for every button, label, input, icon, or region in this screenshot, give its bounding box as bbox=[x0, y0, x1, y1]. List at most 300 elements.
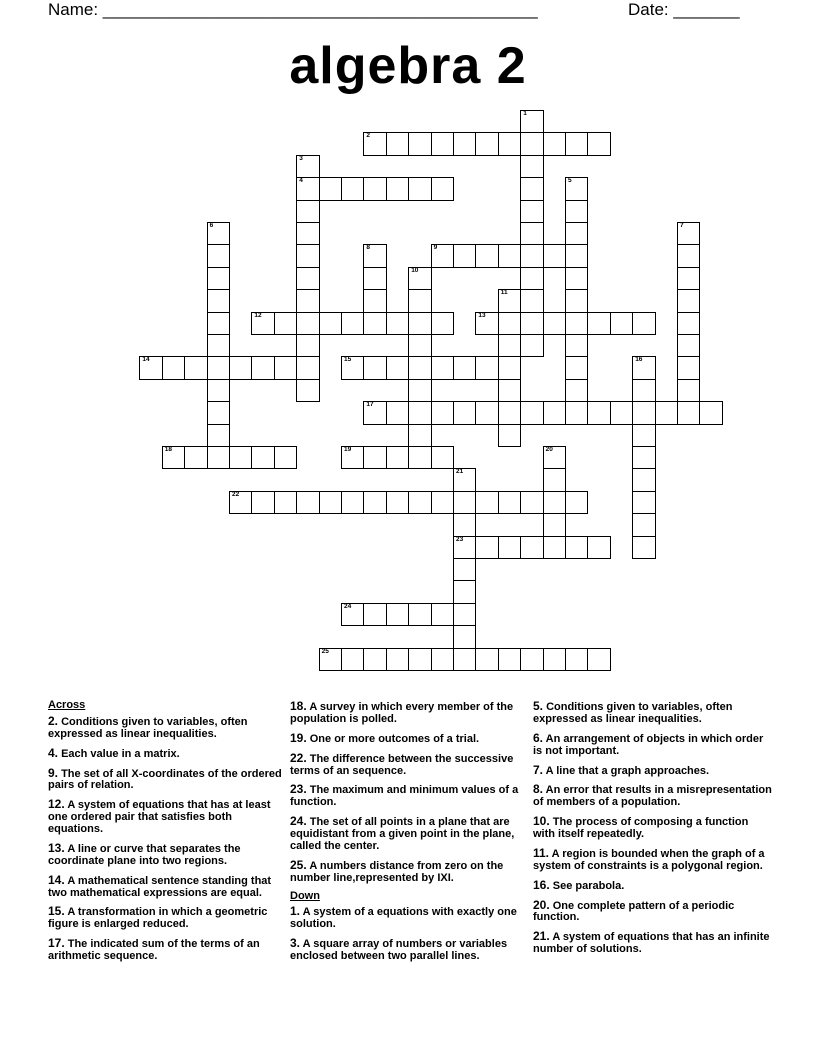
grid-cell[interactable] bbox=[431, 603, 454, 626]
clue-item bbox=[290, 700, 526, 726]
grid-cell[interactable] bbox=[296, 177, 319, 200]
grid-cell[interactable] bbox=[431, 244, 454, 267]
grid-cell[interactable] bbox=[363, 356, 386, 379]
clue-item bbox=[533, 847, 773, 873]
grid-cell[interactable] bbox=[251, 312, 274, 335]
grid-cell[interactable] bbox=[565, 244, 588, 267]
grid-cell[interactable] bbox=[498, 536, 521, 559]
clue-number: 5 bbox=[568, 177, 572, 185]
clue-number: 15 bbox=[344, 356, 352, 364]
clue-item bbox=[48, 905, 284, 931]
grid-cell[interactable] bbox=[520, 491, 543, 514]
grid-cell[interactable] bbox=[296, 334, 319, 357]
clue-item bbox=[48, 874, 284, 900]
grid-cell[interactable] bbox=[274, 491, 297, 514]
grid-cell[interactable] bbox=[207, 334, 230, 357]
grid-cell[interactable] bbox=[453, 580, 476, 603]
grid-cell[interactable] bbox=[408, 446, 431, 469]
grid-cell[interactable] bbox=[543, 513, 566, 536]
clue-item-number: 23. bbox=[290, 782, 307, 797]
clue-item-number: 24. bbox=[290, 814, 307, 829]
grid-cell[interactable] bbox=[453, 491, 476, 514]
grid-cell[interactable] bbox=[386, 603, 409, 626]
clue-item-number: 18. bbox=[290, 699, 307, 713]
clue-item-number: 2. bbox=[48, 713, 59, 728]
clue-item-number: 16. bbox=[533, 877, 550, 892]
grid-cell[interactable] bbox=[386, 356, 409, 379]
grid-cell[interactable] bbox=[386, 312, 409, 335]
grid-cell[interactable] bbox=[632, 356, 655, 379]
clue-number: 11 bbox=[500, 289, 508, 297]
clue-item bbox=[290, 815, 526, 853]
clue-item bbox=[533, 700, 773, 726]
page-title: algebra 2 bbox=[289, 37, 527, 95]
clues-column-3 bbox=[533, 700, 773, 962]
grid-cell[interactable] bbox=[520, 222, 543, 245]
grid-cell[interactable] bbox=[453, 356, 476, 379]
clue-item-text: Conditions given to variables, often expressed as linear inequalities. bbox=[48, 715, 248, 740]
grid-cell[interactable] bbox=[520, 110, 543, 133]
grid-cell[interactable] bbox=[587, 648, 610, 671]
clue-item-text: See parabola. bbox=[549, 879, 625, 892]
grid-cell[interactable] bbox=[453, 244, 476, 267]
grid-cell[interactable] bbox=[139, 356, 162, 379]
grid-cell[interactable] bbox=[408, 267, 431, 290]
grid-cell[interactable] bbox=[207, 446, 230, 469]
grid-cell[interactable] bbox=[520, 289, 543, 312]
grid-cell[interactable] bbox=[408, 401, 431, 424]
grid-cell[interactable] bbox=[207, 222, 230, 245]
grid-cell[interactable] bbox=[543, 244, 566, 267]
grid-cell[interactable] bbox=[184, 356, 207, 379]
clue-item-number: 21. bbox=[533, 929, 550, 944]
grid-cell[interactable] bbox=[565, 222, 588, 245]
clue-item bbox=[48, 937, 284, 963]
grid-cell[interactable] bbox=[475, 401, 498, 424]
clue-number: 7 bbox=[680, 222, 684, 229]
grid-cell[interactable] bbox=[251, 446, 274, 469]
grid-cell[interactable] bbox=[363, 446, 386, 469]
grid-cell[interactable] bbox=[475, 312, 498, 335]
grid-cell[interactable] bbox=[251, 491, 274, 514]
date-line: Date: _______ bbox=[628, 0, 740, 19]
clue-item-number: 14. bbox=[48, 872, 65, 887]
grid-cell[interactable] bbox=[520, 536, 543, 559]
clue-item-text: The process of composing a function with itself repeatedly. bbox=[533, 816, 749, 840]
grid-cell[interactable] bbox=[296, 155, 319, 178]
grid-cell[interactable] bbox=[565, 356, 588, 379]
grid-cell[interactable] bbox=[296, 491, 319, 514]
grid-cell[interactable] bbox=[677, 222, 700, 245]
grid-cell[interactable] bbox=[386, 132, 409, 155]
grid-cell[interactable] bbox=[274, 356, 297, 379]
grid-cell[interactable] bbox=[543, 648, 566, 671]
clue-item-number: 13. bbox=[48, 840, 65, 855]
clue-item-number: 6. bbox=[533, 730, 544, 745]
grid-cell[interactable] bbox=[565, 132, 588, 155]
grid-cell[interactable] bbox=[453, 558, 476, 581]
grid-cell[interactable] bbox=[363, 312, 386, 335]
grid-cell[interactable] bbox=[677, 312, 700, 335]
grid-cell[interactable] bbox=[565, 491, 588, 514]
grid-cell[interactable] bbox=[296, 267, 319, 290]
grid-cell[interactable] bbox=[341, 356, 364, 379]
grid-cell[interactable] bbox=[207, 289, 230, 312]
clue-number: 8 bbox=[366, 244, 371, 252]
grid-cell[interactable] bbox=[229, 491, 252, 514]
grid-cell[interactable] bbox=[453, 536, 476, 559]
grid-cell[interactable] bbox=[207, 267, 230, 290]
clue-item bbox=[48, 842, 284, 868]
clue-item-text: A line or curve that separates the coordinate plane into two regions. bbox=[48, 842, 241, 867]
grid-cell[interactable] bbox=[565, 648, 588, 671]
clue-number: 6 bbox=[209, 222, 214, 229]
grid-cell[interactable] bbox=[229, 446, 252, 469]
clue-item-text: A mathematical sentence standing that two mathematical expressions are equal. bbox=[48, 874, 272, 899]
down-heading: Down bbox=[290, 889, 320, 902]
grid-cell[interactable] bbox=[363, 132, 386, 155]
clue-item-text: A numbers distance from zero on the number line,represented by IXI. bbox=[290, 859, 504, 884]
clue-number: 22 bbox=[232, 490, 240, 498]
grid-cell[interactable] bbox=[632, 312, 655, 335]
clues-column-2 bbox=[290, 700, 526, 969]
grid-cell[interactable] bbox=[587, 401, 610, 424]
clue-item-text: A region is bounded when the graph of a system of constraints is a polygonal region. bbox=[533, 847, 765, 872]
grid-cell[interactable] bbox=[498, 312, 521, 335]
grid-cell[interactable] bbox=[296, 244, 319, 267]
grid-cell[interactable] bbox=[296, 379, 319, 402]
grid-cell[interactable] bbox=[408, 356, 431, 379]
clue-number: 25 bbox=[321, 647, 329, 655]
clue-number: 16 bbox=[635, 356, 643, 364]
grid-cell[interactable] bbox=[677, 401, 700, 424]
grid-cell[interactable] bbox=[543, 446, 566, 469]
grid-cell[interactable] bbox=[677, 379, 700, 402]
clue-item bbox=[533, 899, 773, 925]
grid-cell[interactable] bbox=[296, 312, 319, 335]
grid-cell[interactable] bbox=[229, 356, 252, 379]
clue-item bbox=[533, 783, 773, 809]
grid-cell[interactable] bbox=[184, 446, 207, 469]
grid-cell[interactable] bbox=[587, 312, 610, 335]
grid-cell[interactable] bbox=[677, 356, 700, 379]
clue-item-number: 15. bbox=[48, 904, 65, 919]
clue-item-text: The set of all X-coordinates of the ordered pairs of relation. bbox=[48, 767, 282, 792]
grid-cell[interactable] bbox=[610, 401, 633, 424]
grid-cell[interactable] bbox=[363, 648, 386, 671]
grid-cell[interactable] bbox=[677, 267, 700, 290]
grid-cell[interactable] bbox=[386, 648, 409, 671]
grid-cell[interactable] bbox=[453, 132, 476, 155]
grid-cell[interactable] bbox=[453, 513, 476, 536]
grid-cell[interactable] bbox=[341, 491, 364, 514]
clue-item-number: 17. bbox=[48, 936, 65, 951]
grid-cell[interactable] bbox=[431, 401, 454, 424]
clue-item bbox=[48, 798, 284, 836]
clue-item-number: 4. bbox=[48, 745, 59, 760]
clue-number: 14 bbox=[142, 356, 150, 364]
grid-cell[interactable] bbox=[565, 379, 588, 402]
grid-cell[interactable] bbox=[296, 356, 319, 379]
clue-number: 23 bbox=[456, 535, 464, 543]
grid-cell[interactable] bbox=[632, 424, 655, 447]
grid-cell[interactable] bbox=[475, 132, 498, 155]
grid-cell[interactable] bbox=[207, 379, 230, 402]
clue-number: 2 bbox=[366, 132, 371, 140]
clue-item-number: 5. bbox=[533, 699, 544, 713]
grid-cell[interactable] bbox=[162, 446, 185, 469]
clue-item-text: The set of all points in a plane that are equidistant from a given point in the plane, called the center. bbox=[290, 816, 515, 852]
grid-cell[interactable] bbox=[677, 244, 700, 267]
grid-cell[interactable] bbox=[543, 491, 566, 514]
grid-cell[interactable] bbox=[207, 401, 230, 424]
grid-cell[interactable] bbox=[677, 289, 700, 312]
clues-column-1 bbox=[48, 700, 284, 969]
grid-cell[interactable] bbox=[453, 648, 476, 671]
clue-number: 20 bbox=[545, 446, 553, 453]
clue-item-number: 10. bbox=[533, 814, 550, 829]
grid-cell[interactable] bbox=[296, 222, 319, 245]
grid-cell[interactable] bbox=[520, 177, 543, 200]
grid-cell[interactable] bbox=[475, 356, 498, 379]
grid-cell[interactable] bbox=[207, 312, 230, 335]
grid-cell[interactable] bbox=[475, 244, 498, 267]
grid-cell[interactable] bbox=[632, 446, 655, 469]
grid-cell[interactable] bbox=[386, 401, 409, 424]
grid-cell[interactable] bbox=[520, 200, 543, 223]
clue-item bbox=[48, 715, 284, 741]
clue-item bbox=[533, 879, 773, 893]
clue-item-text: An error that results in a misrepresentation of members of a population. bbox=[533, 784, 772, 809]
grid-cell[interactable] bbox=[543, 401, 566, 424]
grid-cell[interactable] bbox=[498, 132, 521, 155]
grid-cell[interactable] bbox=[632, 513, 655, 536]
grid-cell[interactable] bbox=[341, 603, 364, 626]
grid-cell[interactable] bbox=[565, 334, 588, 357]
clue-item bbox=[290, 937, 526, 963]
clue-number: 3 bbox=[299, 154, 303, 162]
grid-cell[interactable] bbox=[632, 379, 655, 402]
grid-cell[interactable] bbox=[319, 648, 342, 671]
grid-cell[interactable] bbox=[520, 334, 543, 357]
grid-cell[interactable] bbox=[677, 334, 700, 357]
clue-number: 13 bbox=[478, 311, 486, 319]
grid-cell[interactable] bbox=[319, 177, 342, 200]
grid-cell[interactable] bbox=[565, 536, 588, 559]
clue-item-text: The maximum and minimum values of a function. bbox=[290, 784, 519, 809]
clue-item-text: A survey in which every member of the population is polled. bbox=[290, 701, 514, 725]
clue-item-number: 3. bbox=[290, 936, 301, 951]
clue-item bbox=[48, 767, 284, 793]
clue-item-number: 25. bbox=[290, 857, 307, 872]
grid-cell[interactable] bbox=[363, 267, 386, 290]
grid-cell[interactable] bbox=[498, 334, 521, 357]
grid-cell[interactable] bbox=[520, 132, 543, 155]
grid-cell[interactable] bbox=[565, 200, 588, 223]
clue-item-text: A line that a graph approaches. bbox=[543, 764, 710, 777]
clue-item-text: An arrangement of objects in which order is not important. bbox=[533, 732, 764, 757]
clue-item-text: A transformation in which a geometric figure is enlarged reduced. bbox=[48, 906, 268, 931]
grid-cell[interactable] bbox=[431, 356, 454, 379]
clue-number: 19 bbox=[344, 446, 352, 453]
grid-cell[interactable] bbox=[319, 491, 342, 514]
grid-cell[interactable] bbox=[632, 536, 655, 559]
clue-item bbox=[533, 815, 773, 841]
grid-cell[interactable] bbox=[274, 312, 297, 335]
grid-cell[interactable] bbox=[587, 132, 610, 155]
grid-cell[interactable] bbox=[408, 491, 431, 514]
grid-cell[interactable] bbox=[408, 132, 431, 155]
grid-cell[interactable] bbox=[207, 424, 230, 447]
grid-cell[interactable] bbox=[453, 603, 476, 626]
grid-cell[interactable] bbox=[431, 648, 454, 671]
clue-item bbox=[290, 783, 526, 809]
grid-cell[interactable] bbox=[498, 424, 521, 447]
clue-number: 1 bbox=[523, 110, 527, 117]
clue-item-text: The indicated sum of the terms of an arithmetic sequence. bbox=[48, 938, 260, 962]
grid-cell[interactable] bbox=[408, 424, 431, 447]
grid-cell[interactable] bbox=[207, 244, 230, 267]
grid-cell[interactable] bbox=[363, 401, 386, 424]
grid-cell[interactable] bbox=[632, 401, 655, 424]
grid-cell[interactable] bbox=[363, 491, 386, 514]
grid-cell[interactable] bbox=[296, 200, 319, 223]
grid-cell[interactable] bbox=[543, 468, 566, 491]
grid-cell[interactable] bbox=[498, 356, 521, 379]
grid-cell[interactable] bbox=[453, 401, 476, 424]
clue-item-text: The difference between the successive terms of an sequence. bbox=[290, 752, 514, 777]
grid-cell[interactable] bbox=[655, 401, 678, 424]
across-heading: Across bbox=[48, 699, 86, 711]
grid-cell[interactable] bbox=[363, 289, 386, 312]
grid-cell[interactable] bbox=[341, 648, 364, 671]
clue-number: 24 bbox=[344, 602, 352, 610]
grid-cell[interactable] bbox=[565, 401, 588, 424]
grid-cell[interactable] bbox=[475, 536, 498, 559]
grid-cell[interactable] bbox=[319, 312, 342, 335]
grid-cell[interactable] bbox=[431, 177, 454, 200]
clue-item-number: 1. bbox=[290, 904, 301, 919]
grid-cell[interactable] bbox=[431, 491, 454, 514]
grid-cell[interactable] bbox=[363, 177, 386, 200]
grid-cell[interactable] bbox=[520, 155, 543, 178]
grid-cell[interactable] bbox=[431, 132, 454, 155]
grid-cell[interactable] bbox=[565, 289, 588, 312]
grid-cell[interactable] bbox=[408, 648, 431, 671]
clue-item-text: A system of equations that has an infinite number of solutions. bbox=[533, 931, 770, 956]
clue-item-text: One complete pattern of a periodic function. bbox=[533, 899, 735, 924]
grid-cell[interactable] bbox=[363, 244, 386, 267]
grid-cell[interactable] bbox=[363, 603, 386, 626]
clue-number: 17 bbox=[366, 401, 374, 409]
grid-cell[interactable] bbox=[543, 312, 566, 335]
grid-cell[interactable] bbox=[453, 625, 476, 648]
grid-cell[interactable] bbox=[162, 356, 185, 379]
grid-cell[interactable] bbox=[386, 491, 409, 514]
grid-cell[interactable] bbox=[498, 244, 521, 267]
grid-cell[interactable] bbox=[386, 177, 409, 200]
grid-cell[interactable] bbox=[520, 401, 543, 424]
grid-cell[interactable] bbox=[386, 446, 409, 469]
grid-cell[interactable] bbox=[498, 401, 521, 424]
grid-cell[interactable] bbox=[520, 312, 543, 335]
clue-item-number: 19. bbox=[290, 730, 307, 745]
clue-item-text: A square array of numbers or variables enclosed between two parallel lines. bbox=[290, 938, 508, 962]
grid-cell[interactable] bbox=[587, 536, 610, 559]
grid-cell[interactable] bbox=[610, 312, 633, 335]
grid-cell[interactable] bbox=[498, 491, 521, 514]
clue-item-number: 20. bbox=[533, 897, 550, 912]
clue-number: 12 bbox=[254, 311, 262, 319]
grid-cell[interactable] bbox=[520, 648, 543, 671]
clue-item-number: 12. bbox=[48, 797, 65, 812]
grid-cell[interactable] bbox=[408, 289, 431, 312]
clue-item bbox=[290, 732, 526, 746]
grid-cell[interactable] bbox=[207, 356, 230, 379]
grid-cell[interactable] bbox=[408, 177, 431, 200]
clue-item-number: 8. bbox=[533, 782, 544, 797]
grid-cell[interactable] bbox=[520, 244, 543, 267]
clue-item bbox=[290, 905, 526, 931]
clue-item-number: 9. bbox=[48, 765, 59, 780]
clue-number: 18 bbox=[164, 446, 173, 453]
clue-item-text: A system of equations that has at least one ordered pair that satisfies both equations. bbox=[48, 799, 271, 835]
grid-cell[interactable] bbox=[498, 289, 521, 312]
clue-number: 10 bbox=[411, 266, 419, 274]
grid-cell[interactable] bbox=[408, 334, 431, 357]
grid-cell[interactable] bbox=[341, 446, 364, 469]
grid-cell[interactable] bbox=[543, 536, 566, 559]
grid-cell[interactable] bbox=[431, 446, 454, 469]
grid-cell[interactable] bbox=[475, 648, 498, 671]
grid-cell[interactable] bbox=[565, 267, 588, 290]
grid-cell[interactable] bbox=[565, 312, 588, 335]
grid-cell[interactable] bbox=[341, 177, 364, 200]
clue-number: 9 bbox=[433, 244, 438, 252]
grid-cell[interactable] bbox=[251, 356, 274, 379]
grid-cell[interactable] bbox=[699, 401, 722, 424]
grid-cell[interactable] bbox=[408, 379, 431, 402]
grid-cell[interactable] bbox=[632, 468, 655, 491]
clue-item bbox=[48, 747, 284, 761]
grid-cell[interactable] bbox=[431, 312, 454, 335]
clue-item bbox=[290, 752, 526, 778]
grid-cell[interactable] bbox=[453, 468, 476, 491]
grid-cell[interactable] bbox=[408, 603, 431, 626]
grid-cell[interactable] bbox=[498, 648, 521, 671]
clue-item-text: One or more outcomes of a trial. bbox=[306, 732, 480, 745]
clue-item-number: 7. bbox=[533, 762, 544, 777]
grid-cell[interactable] bbox=[565, 177, 588, 200]
clue-item-text: A system of a equations with exactly one solution. bbox=[290, 906, 517, 931]
clue-item bbox=[533, 764, 773, 778]
clue-item bbox=[290, 859, 526, 885]
grid-cell[interactable] bbox=[274, 446, 297, 469]
clue-item-number: 11. bbox=[533, 845, 550, 860]
clue-item-text: Conditions given to variables, often expressed as linear inequalities. bbox=[533, 701, 733, 725]
grid-cell[interactable] bbox=[498, 379, 521, 402]
grid-cell[interactable] bbox=[408, 312, 431, 335]
clue-item bbox=[533, 732, 773, 758]
grid-cell[interactable] bbox=[632, 491, 655, 514]
grid-cell[interactable] bbox=[475, 491, 498, 514]
grid-cell[interactable] bbox=[520, 267, 543, 290]
grid-cell[interactable] bbox=[341, 312, 364, 335]
grid-cell[interactable] bbox=[296, 289, 319, 312]
grid-cell[interactable] bbox=[543, 132, 566, 155]
clue-item-number: 22. bbox=[290, 750, 307, 765]
clue-number: 21 bbox=[456, 468, 464, 476]
